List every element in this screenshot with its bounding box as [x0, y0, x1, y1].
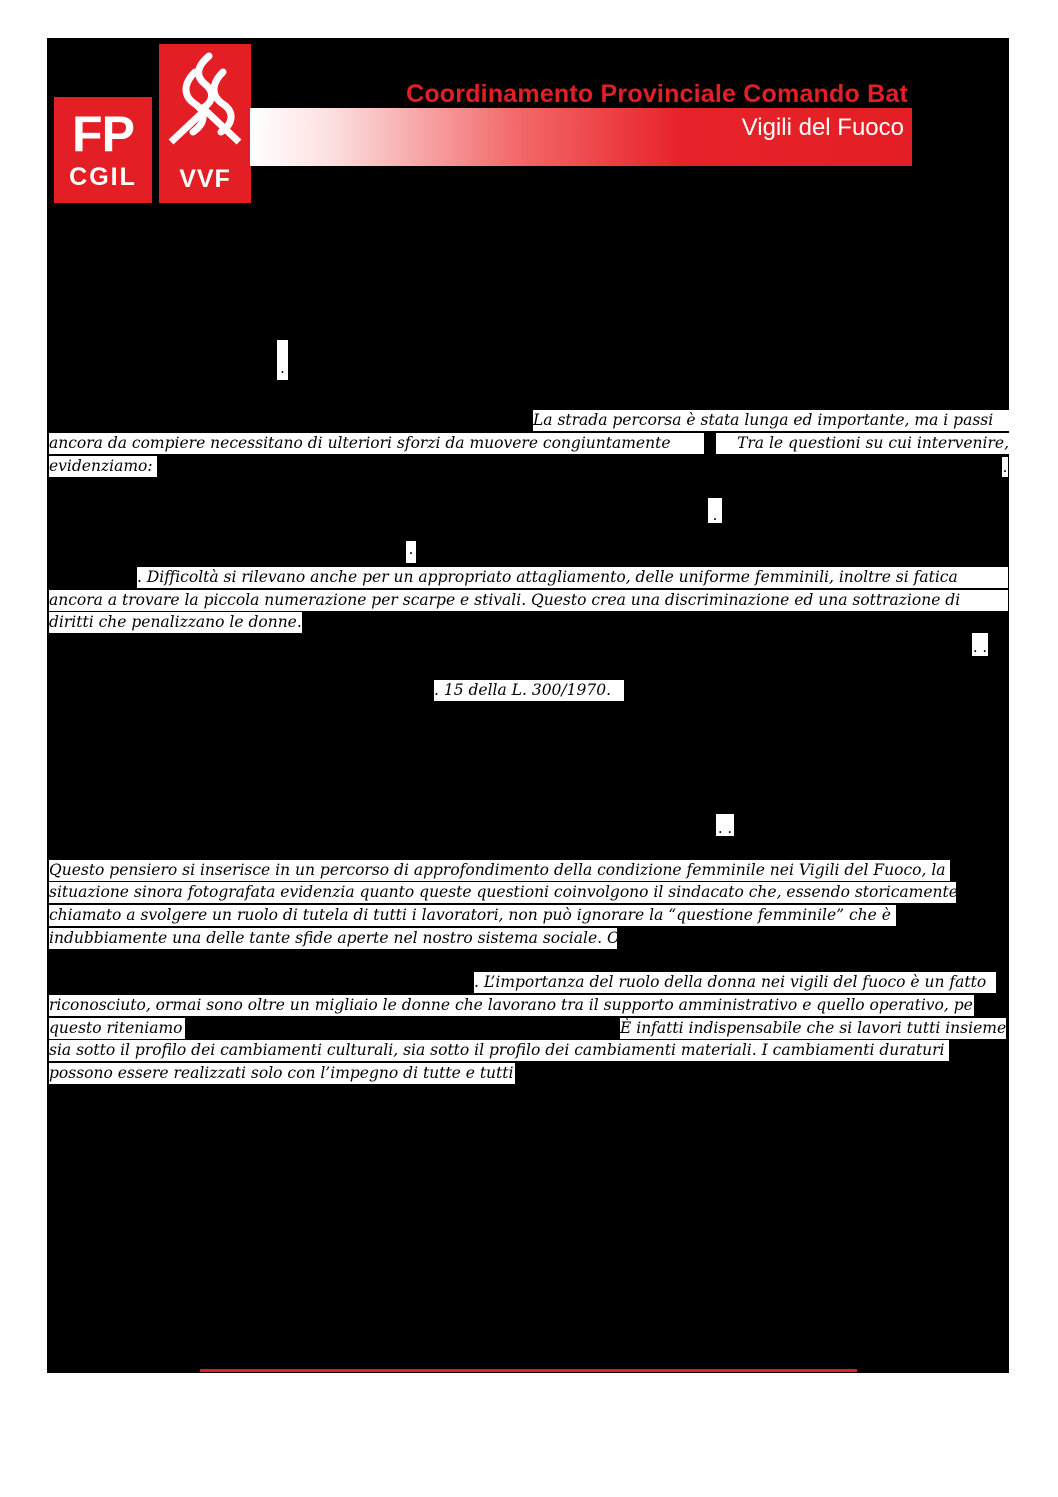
text-fragment: situazione sinora fotografata evidenzia quanto queste questioni coinvolgono il sindacato che, essendo storicamente	[49, 883, 958, 901]
footer-rule	[200, 1369, 857, 1372]
visible-mark: .	[277, 340, 288, 380]
redacted-page-area	[47, 38, 1009, 1373]
text-fragment: sia sotto il profilo dei cambiamenti culturali, sia sotto il profilo dei cambiamenti materiali. I cambiamenti duraturi	[49, 1040, 949, 1061]
text-fragment: diritti che penalizzano le donne.	[49, 613, 302, 631]
logo-fp-text: FP	[72, 106, 134, 162]
fp-cgil-vvf-logo	[54, 44, 251, 203]
text-fragment: . 15 della L. 300/1970.	[434, 680, 624, 701]
page-subtitle: Vigili del Fuoco	[741, 114, 904, 141]
header-band	[250, 108, 912, 166]
text-fragment: La strada percorsa è stata lunga ed importante, ma i passi	[533, 410, 1009, 431]
text-fragment: questo riteniamo	[49, 1018, 185, 1039]
text-fragment: ancora da compiere necessitano di ulteriori sforzi da muovere congiuntamente	[49, 433, 704, 454]
vvf-flame-stripes-icon	[165, 50, 245, 160]
text-fragment: evidenziamo:	[49, 456, 157, 477]
logo-vvf-text: VVF	[179, 165, 231, 193]
text-fragment: possono essere realizzati solo con l’impegno di tutte e tutti.	[49, 1064, 519, 1082]
visible-mark: . .	[716, 814, 734, 836]
text-fragment: indubbiamente una delle tante sfide aperte nel nostro sistema sociale. O	[49, 929, 620, 947]
text-fragment: È infatti indispensabile che si lavori tutti insieme	[620, 1019, 1007, 1037]
text-fragment: . L’importanza del ruolo della donna nei vigili del fuoco è un fatto	[474, 972, 996, 993]
text-fragment: ancora a trovare la piccola numerazione per scarpe e stivali. Questo crea una discriminazione ed una sottrazione di	[49, 590, 1008, 611]
text-fragment: riconosciuto, ormai sono oltre un migliaio le donne che lavorano tra il supporto amministrativo e quello operativo, per	[49, 996, 981, 1014]
fp-cgil-logo-box	[54, 97, 152, 203]
visible-mark: . .	[972, 633, 988, 656]
visible-mark: .	[406, 541, 416, 563]
text-fragment: chiamato a svolgere un ruolo di tutela di tutti i lavoratori, non può ignorare la “questione femminile” che è	[49, 905, 896, 926]
page-title: Coordinamento Provinciale Comando Bat	[406, 80, 908, 108]
text-fragment: . Difficoltà si rilevano anche per un appropriato attagliamento, delle uniforme femminili, inoltre si fatica	[137, 567, 1008, 588]
text-fragment: Questo pensiero si inserisce in un percorso di approfondimento della condizione femminile nei Vigili del Fuoco, la	[49, 860, 950, 881]
logo-cgil-text: CGIL	[69, 163, 137, 191]
text-fragment: Tra le questioni su cui intervenire,	[716, 433, 1009, 454]
visible-mark: . .	[708, 498, 722, 523]
visible-mark: .	[1002, 458, 1008, 476]
vvf-logo-box	[159, 44, 251, 203]
